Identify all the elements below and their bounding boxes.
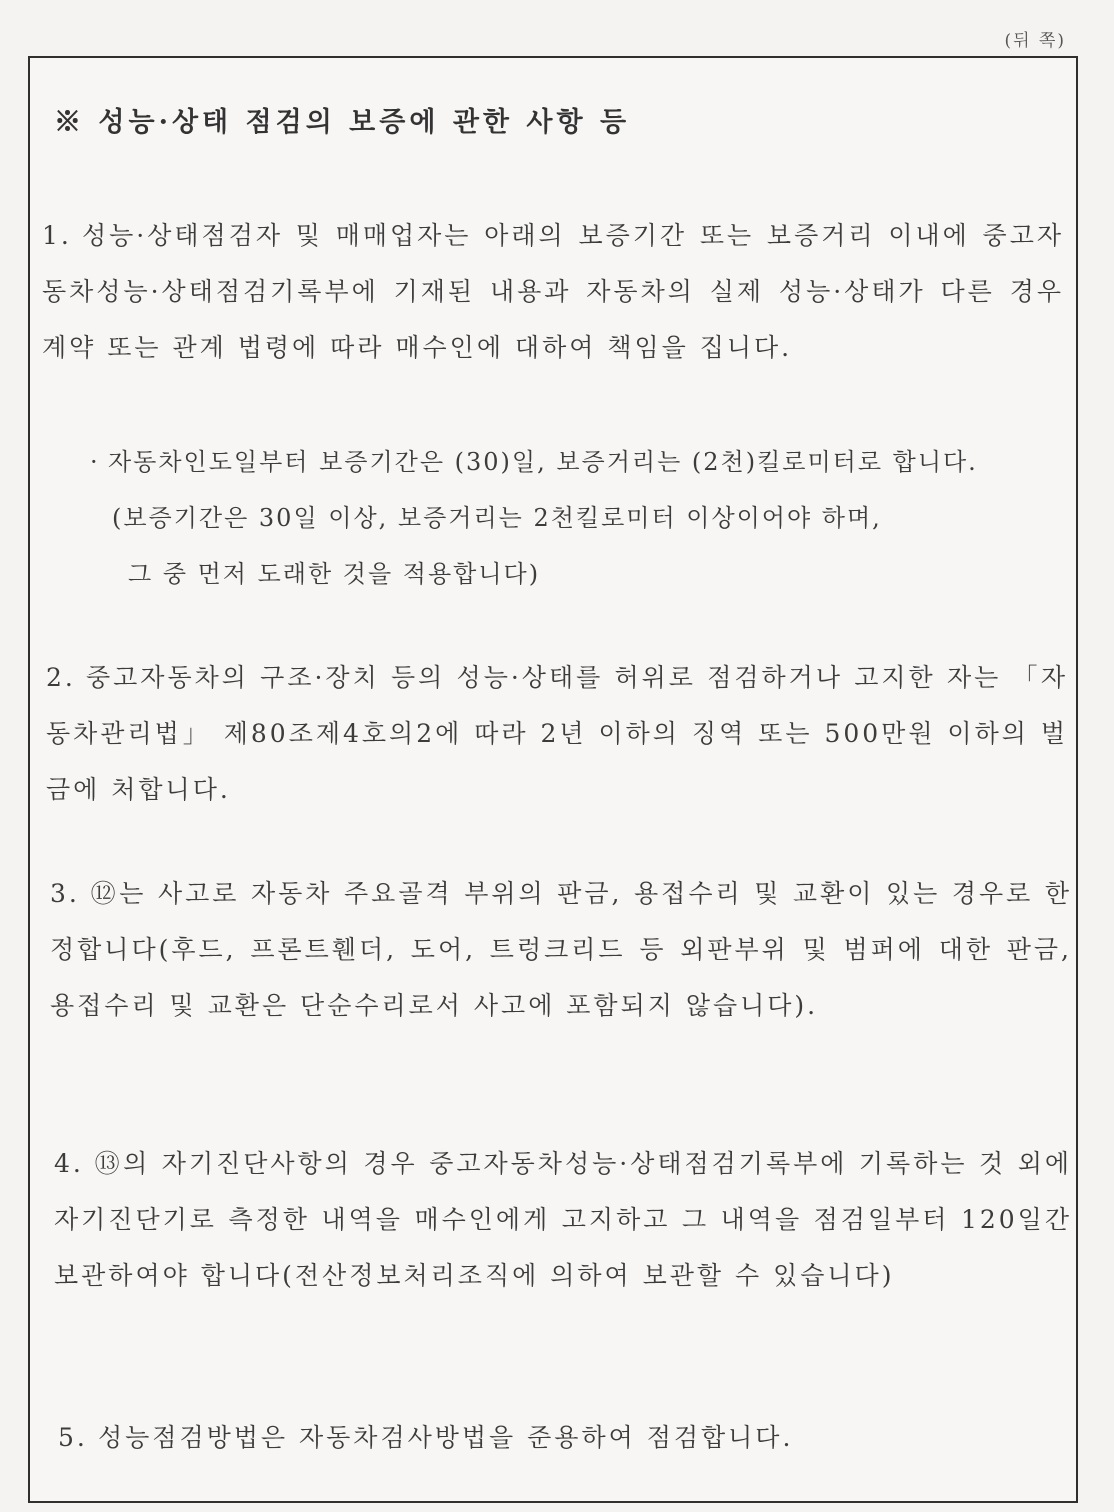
- warranty-period-line: 자동차인도일부터 보증기간은 (30)일, 보증거리는 (2천)킬로미터로 합니다.: [108, 448, 978, 476]
- item-number: 5.: [58, 1423, 88, 1452]
- item-text: ⑬의 자기진단사항의 경우 중고자동차성능·상태점검기록부에 기록하는 것 외에 자기진단기로 측정한 내역을 매수인에게 고지하고 그 내역을 점검일부터 120일간 보관하여야 합니다(전산정보처리조직에 의하여 보관할 수 있습니다): [54, 1149, 1072, 1290]
- warranty-condition-line: (보증기간은 30일 이상, 보증거리는 2천킬로미터 이상이어야 하며,: [112, 504, 882, 532]
- item-number: 4.: [54, 1149, 84, 1178]
- bullet: ·: [90, 448, 100, 476]
- item-text: 성능점검방법은 자동차검사방법을 준용하여 점검합니다.: [98, 1423, 794, 1452]
- item-text: ⑫는 사고로 자동차 주요골격 부위의 판금, 용접수리 및 교환이 있는 경우로 한정합니다(후드, 프론트휀더, 도어, 트렁크리드 등 외판부위 및 범퍼에 대한 판금, 용접수리 및 교환은 단순수리로서 사고에 포함되지 않습니다).: [50, 879, 1072, 1020]
- item-text: 중고자동차의 구조·장치 등의 성능·상태를 허위로 점검하거나 고지한 자는 「자동차관리법」 제80조제4호의2에 따라 2년 이하의 징역 또는 500만원 이하의 벌금에 처합니다.: [46, 663, 1068, 804]
- notice-item-4: [54, 1136, 1072, 1304]
- item-number: 2.: [46, 663, 76, 692]
- warranty-apply-line: 그 중 먼저 도래한 것을 적용합니다): [128, 560, 541, 588]
- notice-item-2: [46, 650, 1068, 818]
- warranty-period-note: [90, 434, 1070, 602]
- notice-item-1: [42, 208, 1064, 376]
- notice-item-5: [58, 1410, 1068, 1466]
- item-number: 3.: [50, 879, 80, 908]
- item-text: 성능·상태점검자 및 매매업자는 아래의 보증기간 또는 보증거리 이내에 중고자동차성능·상태점검기록부에 기재된 내용과 자동차의 실제 성능·상태가 다른 경우 계약 또는 관계 법령에 따라 매수인에 대하여 책임을 집니다.: [42, 221, 1064, 362]
- notice-title: ※ 성능·상태 점검의 보증에 관한 사항 등: [54, 107, 631, 138]
- page-side-label: (뒤 쪽): [1004, 31, 1066, 51]
- warranty-notice-box: [28, 56, 1078, 1503]
- item-number: 1.: [42, 221, 72, 250]
- notice-item-3: [50, 866, 1072, 1034]
